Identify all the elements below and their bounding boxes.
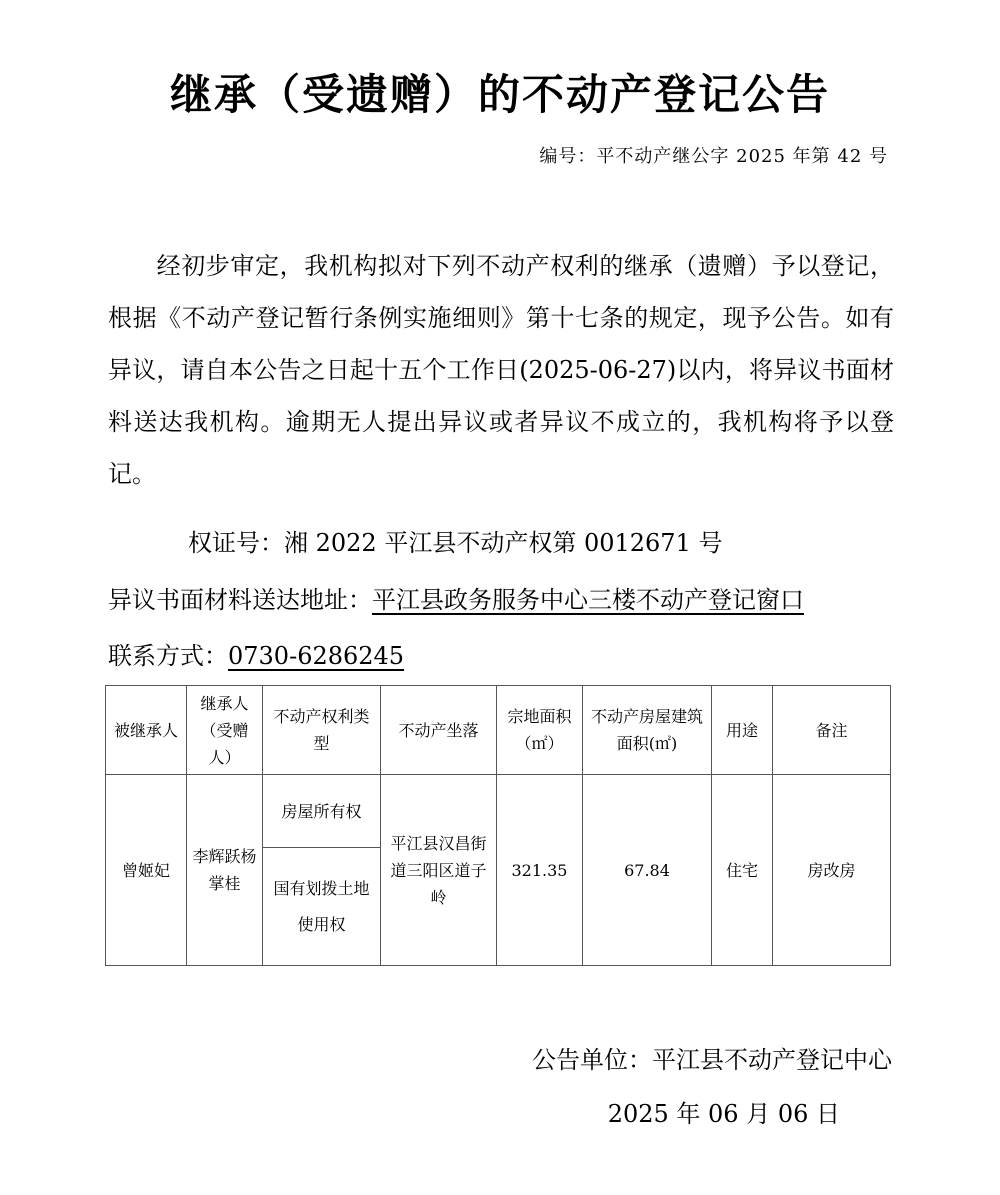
cell-building-area: 67.84 [583, 775, 712, 966]
certificate-label: 权证号： [188, 529, 284, 557]
document-number: 编号：平不动产继公字 2025 年第 42 号 [539, 146, 888, 167]
contact-label: 联系方式： [108, 642, 228, 670]
cell-remark: 房改房 [773, 775, 891, 966]
cell-parcel-area: 321.35 [497, 775, 583, 966]
cell-heir: 李辉跃杨掌桂 [187, 775, 263, 966]
issue-date: 2025 年 06 月 06 日 [607, 1100, 840, 1128]
cell-right-type-land: 国有划拨土地使用权 [263, 848, 381, 966]
objection-address-label: 异议书面材料送达地址： [108, 586, 372, 614]
cell-use: 住宅 [712, 775, 773, 966]
cell-location: 平江县汉昌街道三阳区道子岭 [381, 775, 497, 966]
contact-line [108, 636, 404, 676]
contact-phone: 0730-6286245 [228, 642, 405, 670]
header-location: 不动产坐落 [381, 686, 497, 775]
header-right-type: 不动产权利类 型 [263, 686, 381, 775]
header-building-area: 不动产房屋建筑面积(㎡) [583, 686, 712, 775]
header-heir: 继承人（受赠人） [187, 686, 263, 775]
announcement-body [108, 240, 894, 500]
certificate-line [188, 523, 722, 563]
table-row [106, 775, 891, 848]
objection-address-value: 平江县政务服务中心三楼不动产登记窗口 [372, 586, 804, 614]
cell-right-type-house: 房屋所有权 [263, 775, 381, 848]
registration-table [105, 685, 891, 966]
table-header-row [106, 686, 891, 775]
announcement-text: 经初步审定，我机构拟对下列不动产权利的继承（遗赠）予以登记，根据《不动产登记暂行条例实施细则》第十七条的规定，现予公告。如有异议，请自本公告之日起十五个工作日(2025-06-27)以内，将异议书面材料送达我机构。逾期无人提出异议或者异议不成立的，我机构将予以登记。 [108, 252, 894, 488]
issuing-unit: 公告单位：平江县不动产登记中心 [532, 1046, 892, 1074]
cell-decedent: 曾姬妃 [106, 775, 187, 966]
certificate-number: 湘 2022 平江县不动产权第 0012671 号 [284, 529, 723, 557]
header-remark: 备注 [773, 686, 891, 775]
header-use: 用途 [712, 686, 773, 775]
page-title: 继承（受遗赠）的不动产登记公告 [169, 70, 830, 119]
header-parcel-area: 宗地面积（㎡） [497, 686, 583, 775]
objection-address-line [108, 580, 804, 620]
header-decedent: 被继承人 [106, 686, 187, 775]
